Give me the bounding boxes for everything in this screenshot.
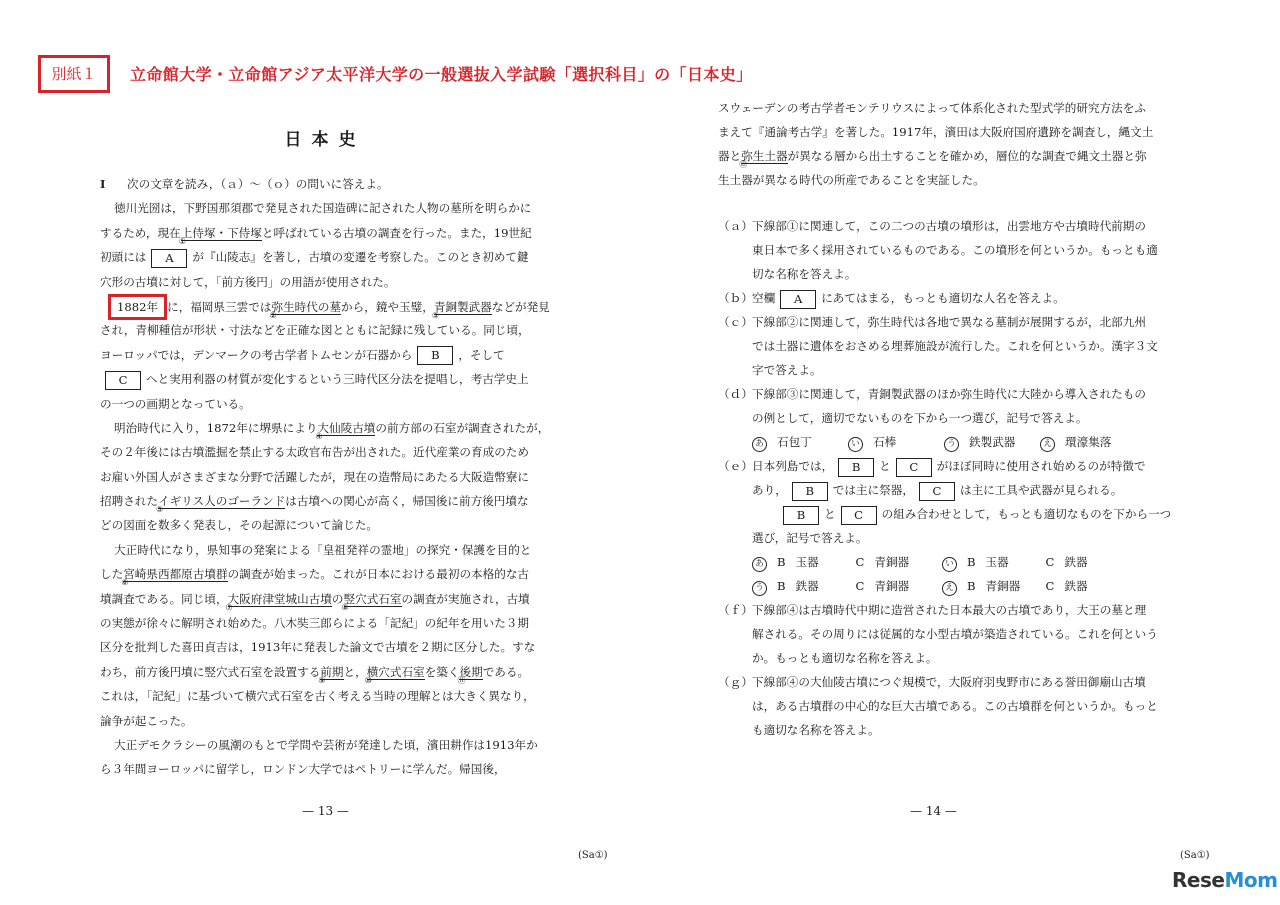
page-number-right: — 14 — (910, 804, 957, 818)
text-run: 墳調査である。同じ頃， (100, 591, 228, 606)
text-run: 下線部②に関連して，弥生時代は各地で異なる墓制が展開するが，北部九州 (752, 315, 1146, 329)
text-line (100, 440, 570, 464)
text-line (100, 343, 570, 367)
text-run: 下線部④は古墳時代中期に造営された日本最大の古墳であり，大王の墓と理 (752, 603, 1147, 617)
section-number: Ⅰ (100, 177, 106, 191)
blank-box-b: B (838, 458, 874, 477)
text-line (718, 334, 1158, 358)
text-line (718, 430, 1158, 454)
text-line (100, 392, 570, 416)
text-line (100, 270, 570, 294)
text-run: に，福岡県三雲では (167, 299, 272, 314)
question-label: （ａ） (718, 219, 753, 233)
option-b-label: B (967, 579, 976, 593)
text-line (718, 646, 1158, 670)
logo-text: Rese (1172, 868, 1225, 892)
text-run: した (100, 567, 124, 582)
text-run: あり， (752, 483, 787, 497)
underlined-term: 後期 ⑪ (457, 664, 483, 685)
option-text: 石棒 (873, 435, 897, 449)
answer-option (752, 574, 942, 598)
answer-option (942, 574, 1132, 598)
text-line (718, 238, 1158, 262)
option-c-value: 青銅器 (874, 555, 910, 569)
underline-number: ⑤ (155, 505, 164, 515)
text-line (100, 733, 570, 757)
option-marker: あ (752, 437, 767, 452)
document-title: 立命館大学・立命館アジア太平洋大学の一般選抜入学試験「選択科目」の「日本史」 (130, 65, 753, 84)
text-run: 大正時代になり，県知事の発案による「皇祖発祥の霊地」の探究・保護を目的と (114, 542, 532, 557)
option-marker: い (848, 437, 863, 452)
text-run: 器と (718, 149, 742, 163)
underline-number: ⑩ (364, 675, 372, 685)
text-run: を築く (424, 664, 460, 679)
text-line (100, 245, 570, 269)
text-run: わち，前方後円墳に竪穴式石室を設置する (100, 664, 321, 679)
underlined-term: 青銅製武器 ③ (431, 299, 492, 320)
answer-option (752, 430, 848, 454)
option-c-label: C (1045, 579, 1055, 593)
exam-code-right: (Sa①) (1180, 850, 1210, 861)
text-run: へと実用利器の材質が変化するという三時代区分法を提唱し，考古学史上 (146, 372, 529, 387)
option-c-label: C (855, 555, 865, 569)
text-run: 明治時代に入り，1872年に堺県により (114, 420, 318, 435)
text-run: 論争が起こった。 (100, 713, 193, 728)
option-marker: う (944, 437, 959, 452)
text-run: まえて『通論考古学』を著した。1917年，濱田は大阪府国府遺跡を調査し，縄文土 (718, 125, 1154, 139)
text-run: は古墳への関心が高く，帰国後に前方後円墳な (285, 494, 529, 509)
text-run: 穴形の古墳に対して，「前方後円」の用語が使用された。 (100, 274, 396, 289)
text-line (100, 465, 570, 489)
text-run: ら３年間ヨーロッパに留学し，ロンドン大学ではペトリーに学んだ。帰国後， (100, 762, 506, 777)
text-line (718, 718, 1158, 742)
text-line (718, 598, 1158, 622)
underline-number: ⑪ (457, 675, 466, 685)
underlined-term: 弥生時代の墓 ② (269, 299, 342, 320)
underline-number: ④ (315, 431, 323, 441)
text-run: から，鏡や玉璧， (341, 299, 434, 314)
question-label: （ｅ） (718, 459, 753, 473)
underlined-term: 宮崎県西都原古墳群 ⑥ (121, 567, 228, 588)
option-b-value: 鉄器 (795, 579, 819, 593)
answer-option (848, 430, 944, 454)
text-line (718, 622, 1158, 646)
text-run: の例として，適切でないものを下から一つ選び，記号で答えよ。 (752, 411, 1088, 425)
text-line (718, 550, 1158, 574)
text-line (718, 262, 1158, 286)
text-line (718, 694, 1158, 718)
text-run: 区分を批判した喜田貞吉は，1913年に発表した論文で古墳を２期に区分した。すな (100, 640, 536, 655)
option-marker: い (942, 557, 957, 572)
page-number-left: — 13 — (302, 804, 349, 818)
option-text: 石包丁 (777, 435, 812, 449)
text-line (718, 670, 1158, 694)
text-line (100, 562, 570, 586)
option-marker: あ (752, 557, 767, 572)
text-run: 解される。その周りには従属的な小型古墳が築造されている。これを何という (752, 627, 1158, 641)
option-c-value: 青銅器 (874, 579, 910, 593)
text-run: がほぼ同時に使用され始めるのが特徴で (936, 459, 1146, 473)
option-b-label: B (777, 555, 786, 569)
underlined-term: 弥生土器 ⑫ (739, 149, 788, 169)
underline-number: ① (178, 236, 186, 246)
text-run: か。もっとも適切な名称を答えよ。 (752, 651, 938, 665)
text-run: ，そして (458, 347, 505, 362)
text-run: ヨーロッパでは，デンマークの考古学者トムセンが石器から (100, 347, 413, 362)
text-run: では土器に遺体をおさめる埋葬施設が流行した。これを何というか。漢字３文 (752, 339, 1158, 353)
text-run: が異なる層から出土することを確かめ，層位的な調査で縄文土器と弥 (787, 149, 1147, 163)
text-line (100, 635, 570, 659)
blank-box-a: A (780, 290, 816, 309)
section-instruction: 次の文章を読み，（ａ）～（ｏ）の問いに答えよ。 (127, 177, 389, 191)
underlined-term: 横穴式石室 ⑩ (364, 664, 425, 685)
text-line (718, 214, 1158, 238)
text-run: などが発見 (491, 299, 550, 314)
text-run: では主に祭器， (832, 483, 914, 497)
option-marker: う (752, 581, 767, 596)
text-run: され，青柳種信が形状・寸法などを正確な図とともに記録に残している。同じ頃， (100, 323, 530, 338)
blank-box-b: B (417, 346, 453, 365)
text-run: の前方部の石室が調査されたが， (375, 420, 550, 435)
right-page-text (718, 96, 1172, 742)
text-line (718, 574, 1158, 598)
subject-title: 日本史 (284, 130, 366, 150)
text-run: の実態が徐々に解明され始めた。八木奘三郎らによる「記紀」の紀年を用いた３期 (100, 616, 529, 631)
text-line (718, 96, 1158, 120)
blank-box-c: C (841, 506, 877, 525)
question-label: （ｄ） (718, 387, 753, 401)
passage (100, 196, 570, 781)
text-line (100, 611, 570, 635)
blank-box-b: B (792, 482, 828, 501)
text-run: 下線部④の大仙陵古墳につぐ規模で，大阪府羽曳野市にある誉田御廟山古墳 (752, 675, 1146, 689)
text-run: 下線部①に関連して，この二つの古墳の墳形は，出雲地方や古墳時代前期の (752, 219, 1146, 233)
blank-box-a: A (151, 249, 187, 268)
text-run: 大正デモクラシーの風潮のもとで学問や芸術が発達した頃，濱田耕作は1913年か (114, 737, 538, 752)
text-run: は主に工具や武器が見られる。 (959, 483, 1123, 497)
text-run: お雇い外国人がさまざまな分野で活躍したが，現在の造幣局にあたる大阪造幣寮に (100, 469, 529, 484)
answer-option (1040, 430, 1136, 454)
blank-box-c: C (896, 458, 932, 477)
text-line (100, 709, 570, 733)
text-line (718, 526, 1158, 550)
underline-number: ⑦ (225, 602, 233, 612)
text-line (100, 367, 570, 391)
answer-option (944, 430, 1040, 454)
option-b-label: B (967, 555, 976, 569)
text-run: 初頭には (100, 250, 147, 265)
text-run: 日本列島では， (752, 459, 834, 473)
option-text: 鉄製武器 (969, 435, 1016, 449)
text-line (718, 144, 1158, 168)
text-run: の一つの画期となっている。 (100, 396, 251, 411)
text-run: である。 (482, 664, 530, 679)
exam-code-left: (Sa①) (578, 850, 608, 861)
text-line (100, 294, 570, 318)
text-line (100, 416, 570, 440)
option-b-value: 玉器 (795, 555, 819, 569)
underlined-term: 大阪府津堂城山古墳 ⑦ (225, 591, 332, 612)
text-run: にあてはまる，もっとも適切な人名を答えよ。 (821, 291, 1065, 305)
option-marker: え (1040, 437, 1055, 452)
text-run: も適切な名称を答えよ。 (752, 723, 880, 737)
question-label: （ｆ） (718, 603, 753, 617)
attachment-label: 別紙１ (38, 55, 110, 93)
resemom-logo (1172, 868, 1277, 892)
blank-box-b: B (783, 506, 819, 525)
text-run: どの図面を数多く発表し，その起源について論じた。 (100, 518, 379, 533)
text-line (100, 221, 570, 245)
option-c-value: 鉄器 (1064, 579, 1088, 593)
text-line (718, 358, 1158, 382)
question-label: （ｃ） (718, 315, 753, 329)
question-label: （ｇ） (718, 675, 753, 689)
answer-option (942, 550, 1132, 574)
text-line (100, 587, 570, 611)
text-line (718, 478, 1158, 502)
text-run: の調査が始まった。これが日本における最初の本格的な古 (227, 567, 530, 582)
text-run: の (331, 591, 344, 606)
option-c-label: C (855, 579, 865, 593)
text-line (718, 286, 1158, 310)
text-line (718, 406, 1158, 430)
text-line (718, 382, 1158, 406)
text-run: するため，現在 (100, 225, 181, 240)
question-label: （ｂ） (718, 291, 753, 305)
text-run: 招聘された (100, 494, 158, 509)
text-run: が『山陵志』を著し，古墳の変遷を考察した。このとき初めて鍵 (192, 250, 529, 265)
highlighted-year: 1882年 (108, 294, 167, 320)
text-run: と呼ばれている古墳の調査を行った。また，19世紀 (261, 225, 532, 240)
text-line (718, 502, 1172, 526)
text-run: スウェーデンの考古学者モンテリウスによって体系化された型式学的研究方法をふ (718, 101, 1146, 115)
text-line (100, 538, 570, 562)
text-run: 切な名称を答えよ。 (752, 267, 857, 281)
underline-number: ③ (431, 310, 439, 320)
underline-number: ⑨ (318, 675, 326, 685)
text-run: と (879, 459, 891, 473)
underline-number: ⑫ (739, 160, 748, 169)
text-line (100, 489, 570, 513)
text-run: と (824, 507, 836, 521)
underlined-term: 前期 ⑨ (318, 664, 344, 685)
underlined-term: 上侍塚・下侍塚 ① (178, 225, 262, 246)
text-line (100, 757, 570, 781)
text-run: 下線部③に関連して，青銅製武器のほか弥生時代に大陸から導入されたもの (752, 387, 1146, 401)
underline-number: ⑥ (121, 578, 129, 588)
logo-text-accent: Mom (1224, 868, 1278, 892)
underlined-term: 大仙陵古墳 ④ (315, 420, 376, 441)
underline-number: ② (269, 310, 277, 320)
text-line (100, 318, 570, 342)
text-run: の組み合わせとして，もっとも適切なものを下から一つ (881, 507, 1172, 521)
text-run: 東日本で多く採用されているものである。この墳形を何というか。もっとも適 (752, 243, 1158, 257)
option-b-label: B (777, 579, 786, 593)
text-line (100, 513, 570, 537)
underline-number: ⑧ (341, 602, 349, 612)
text-line (718, 168, 1158, 192)
section-heading (100, 172, 570, 196)
left-page-text (100, 172, 570, 782)
blank-box-c: C (105, 371, 141, 390)
underlined-term: イギリス人のゴーランド ⑤ (155, 494, 286, 515)
text-run: 空欄 (752, 291, 776, 305)
text-run: その２年後には古墳濫掘を禁止する太政官布告が出された。近代産業の育成のため (100, 445, 529, 460)
text-run: これは，「記紀」に基づいて横穴式石室を古く考える当時の理解とは大きく異なり， (100, 689, 535, 704)
text-run: は，ある古墳群の中心的な巨大古墳である。この古墳群を何というか。もっと (752, 699, 1158, 713)
text-run: 徳川光圀は，下野国那須郡で発見された国造碑に記された人物の墓所を明らかに (114, 201, 532, 216)
text-line (718, 120, 1158, 144)
text-run: 生土器が異なる時代の所産であることを実証した。 (718, 173, 985, 187)
text-line (718, 310, 1158, 334)
option-marker: え (942, 581, 957, 596)
option-text: 環濠集落 (1065, 435, 1112, 449)
text-run: 選び，記号で答えよ。 (752, 531, 868, 545)
text-line (718, 454, 1158, 478)
option-c-label: C (1045, 555, 1055, 569)
text-line (100, 684, 570, 708)
text-run: の調査が実施され，古墳 (401, 591, 530, 606)
option-b-value: 玉器 (985, 555, 1009, 569)
option-c-value: 鉄器 (1064, 555, 1088, 569)
text-line (100, 660, 570, 684)
option-b-value: 青銅器 (985, 579, 1021, 593)
blank-box-c: C (919, 482, 955, 501)
text-run: 字で答えよ。 (752, 363, 822, 377)
answer-option (752, 550, 942, 574)
text-line (100, 196, 570, 220)
underlined-term: 竪穴式石室 ⑧ (341, 591, 402, 612)
text-run: と， (343, 664, 367, 679)
